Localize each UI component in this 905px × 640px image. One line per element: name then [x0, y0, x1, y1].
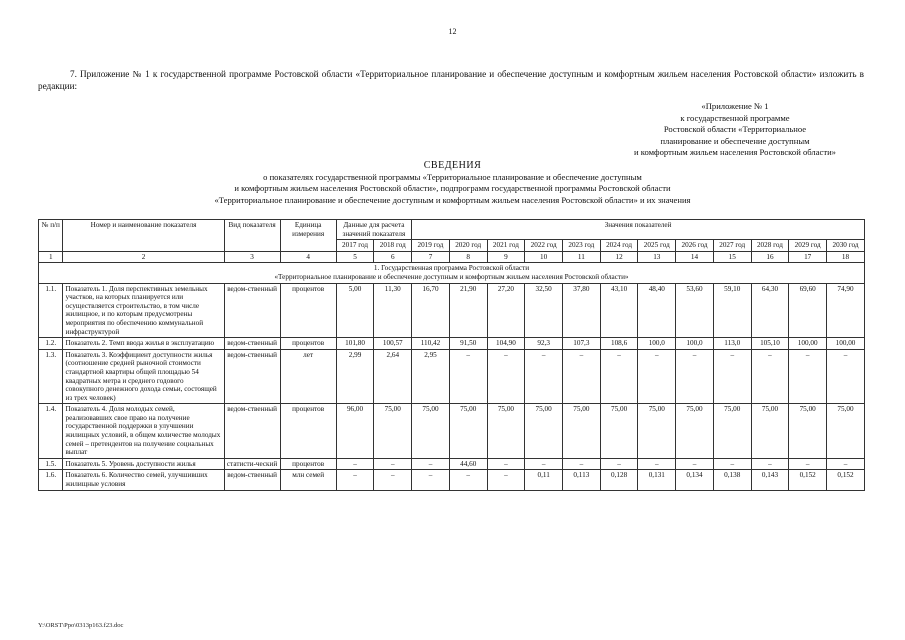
row-value: 0,11 — [525, 470, 563, 490]
row-value: 16,70 — [412, 283, 450, 338]
row-value: 0,134 — [676, 470, 714, 490]
row-unit: лет — [280, 349, 336, 404]
column-number: 12 — [600, 251, 638, 263]
row-value: 69,60 — [789, 283, 827, 338]
section-line: 1. Государственная программа Ростовской области — [373, 264, 530, 273]
table-body — [39, 263, 865, 490]
header-year: 2022 год — [525, 240, 563, 252]
row-value: – — [374, 470, 412, 490]
header-year: 2021 год — [487, 240, 525, 252]
row-value: – — [487, 349, 525, 404]
row-value: 75,00 — [713, 404, 751, 459]
column-number: 1 — [39, 251, 63, 263]
column-number: 8 — [449, 251, 487, 263]
row-value: 101,80 — [336, 338, 374, 350]
document-subtitle — [100, 172, 805, 206]
column-number-row — [39, 251, 865, 263]
row-indicator-type: статисти-ческий — [224, 458, 280, 470]
row-value: 75,00 — [789, 404, 827, 459]
row-value: 37,80 — [563, 283, 601, 338]
appendix-line: Ростовской области «Территориальное — [663, 124, 807, 135]
indicators-table-wrap — [38, 219, 865, 491]
header-values: Значения показателей — [412, 220, 865, 240]
row-unit: млн семей — [280, 470, 336, 490]
row-unit: процентов — [280, 283, 336, 338]
row-value: 21,90 — [449, 283, 487, 338]
column-number: 14 — [676, 251, 714, 263]
row-value: – — [563, 458, 601, 470]
row-value: – — [751, 349, 789, 404]
table-row — [39, 349, 865, 404]
row-value: 0,128 — [600, 470, 638, 490]
row-value: 75,00 — [827, 404, 865, 459]
row-value: 5,00 — [336, 283, 374, 338]
row-value: 105,10 — [751, 338, 789, 350]
row-value: 100,00 — [789, 338, 827, 350]
header-year: 2017 год — [336, 240, 374, 252]
header-year: 2029 год — [789, 240, 827, 252]
section-row — [39, 263, 865, 283]
row-value: – — [789, 349, 827, 404]
table-row — [39, 470, 865, 490]
page-number: 12 — [448, 27, 457, 36]
header-year: 2020 год — [449, 240, 487, 252]
header-year: 2023 год — [563, 240, 601, 252]
section-heading — [39, 263, 865, 283]
row-value: 2,64 — [374, 349, 412, 404]
row-indicator-name: Показатель 2. Темп ввода жилья в эксплуатацию — [63, 338, 224, 350]
table-row — [39, 458, 865, 470]
row-value: 75,00 — [487, 404, 525, 459]
row-value: – — [449, 349, 487, 404]
subtitle-line: и комфортным жильем населения Ростовской области», подпрограмм государственной программы Ростовской области — [234, 183, 671, 194]
row-value: – — [563, 349, 601, 404]
row-indicator-type: ведом-ственный — [224, 404, 280, 459]
row-value: – — [449, 470, 487, 490]
header-year: 2027 год — [713, 240, 751, 252]
row-value: 100,00 — [827, 338, 865, 350]
row-value: 92,3 — [525, 338, 563, 350]
header-year: 2030 год — [827, 240, 865, 252]
table-row — [39, 404, 865, 459]
row-indicator-type: ведом-ственный — [224, 470, 280, 490]
row-value: – — [487, 458, 525, 470]
row-value: – — [600, 458, 638, 470]
row-value: – — [713, 349, 751, 404]
row-value: – — [638, 349, 676, 404]
appendix-line: планирование и обеспечение доступным — [660, 135, 810, 146]
row-value: 113,0 — [713, 338, 751, 350]
row-value: 100,0 — [676, 338, 714, 350]
header-year: 2028 год — [751, 240, 789, 252]
row-value: 0,152 — [789, 470, 827, 490]
row-value: 100,0 — [638, 338, 676, 350]
row-value: – — [525, 458, 563, 470]
row-value: 59,10 — [713, 283, 751, 338]
appendix-line: «Приложение № 1 — [701, 101, 769, 111]
appendix-line: к государственной программе — [680, 112, 790, 123]
column-number: 9 — [487, 251, 525, 263]
row-value: 53,60 — [676, 283, 714, 338]
header-type: Вид показателя — [224, 220, 280, 252]
row-value: 32,50 — [525, 283, 563, 338]
document-title: СВЕДЕНИЯ — [423, 160, 482, 171]
column-number: 5 — [336, 251, 374, 263]
column-number: 18 — [827, 251, 865, 263]
column-number: 17 — [789, 251, 827, 263]
row-value: – — [676, 349, 714, 404]
row-value: 2,99 — [336, 349, 374, 404]
column-number: 7 — [412, 251, 450, 263]
row-number: 1.5. — [39, 458, 63, 470]
header-year: 2024 год — [600, 240, 638, 252]
row-indicator-type: ведом-ственный — [224, 338, 280, 350]
row-value: – — [600, 349, 638, 404]
row-value: – — [713, 458, 751, 470]
column-number: 2 — [63, 251, 224, 263]
row-value: – — [638, 458, 676, 470]
row-value: – — [789, 458, 827, 470]
row-value: 100,57 — [374, 338, 412, 350]
row-number: 1.4. — [39, 404, 63, 459]
row-value: – — [676, 458, 714, 470]
column-number: 13 — [638, 251, 676, 263]
row-value: 0,131 — [638, 470, 676, 490]
row-value: 11,30 — [374, 283, 412, 338]
row-indicator-type: ведом-ственный — [224, 349, 280, 404]
row-value: 75,00 — [563, 404, 601, 459]
row-value: – — [336, 470, 374, 490]
header-unit: Единица измерения — [280, 220, 336, 252]
appendix-reference — [605, 101, 865, 159]
section-line: «Территориальное планирование и обеспечение доступным и комфортным жильем населения Ростовской области» — [274, 272, 629, 281]
row-value: 0,138 — [713, 470, 751, 490]
subtitle-line: «Территориальное планирование и обеспечение доступным и комфортным жильем населения Ростовской области» и их значения — [214, 194, 691, 205]
row-value: 48,40 — [638, 283, 676, 338]
row-value: 2,95 — [412, 349, 450, 404]
row-indicator-name: Показатель 6. Количество семей, улучшивших жилищные условия — [63, 470, 224, 490]
row-value: – — [412, 458, 450, 470]
table-row — [39, 338, 865, 350]
row-indicator-type: ведом-ственный — [224, 283, 280, 338]
row-unit: процентов — [280, 404, 336, 459]
header-year: 2019 год — [412, 240, 450, 252]
row-value: – — [525, 349, 563, 404]
row-value: 108,6 — [600, 338, 638, 350]
row-value: 75,00 — [449, 404, 487, 459]
file-path-footer: Y:\ORST\Ppo\0313p163.f23.doc — [38, 622, 124, 629]
header-row — [39, 220, 865, 240]
header-year: 2026 год — [676, 240, 714, 252]
row-value: 0,113 — [563, 470, 601, 490]
row-value: 107,3 — [563, 338, 601, 350]
row-indicator-name: Показатель 3. Коэффициент доступности жилья (соотношение средней рыночной стоимости стандартной квартиры общей площадью 54 квадратных метра и среднего годового совокупного денежного дохода семьи, состоящей из трех человек) — [63, 349, 224, 404]
row-value: 27,20 — [487, 283, 525, 338]
row-value: 75,00 — [751, 404, 789, 459]
row-value: 75,00 — [638, 404, 676, 459]
row-value: 75,00 — [525, 404, 563, 459]
column-number: 11 — [563, 251, 601, 263]
row-unit: процентов — [280, 338, 336, 350]
row-value: 43,10 — [600, 283, 638, 338]
row-value: 75,00 — [676, 404, 714, 459]
appendix-line: и комфортным жильем населения Ростовской области» — [634, 147, 836, 158]
row-number: 1.1. — [39, 283, 63, 338]
header-year: 2025 год — [638, 240, 676, 252]
table-row — [39, 283, 865, 338]
column-number: 3 — [224, 251, 280, 263]
column-number: 10 — [525, 251, 563, 263]
row-value: – — [412, 470, 450, 490]
row-value: 75,00 — [374, 404, 412, 459]
row-value: 91,50 — [449, 338, 487, 350]
row-value: 64,30 — [751, 283, 789, 338]
row-value: 96,00 — [336, 404, 374, 459]
header-base-data: Данные для расчета значений показателя — [336, 220, 411, 240]
row-value: – — [827, 349, 865, 404]
row-value: 0,152 — [827, 470, 865, 490]
header-num: № п/п — [39, 220, 63, 252]
row-value: 74,90 — [827, 283, 865, 338]
row-value: – — [827, 458, 865, 470]
row-value: – — [336, 458, 374, 470]
row-number: 1.2. — [39, 338, 63, 350]
row-value: 75,00 — [600, 404, 638, 459]
header-name: Номер и наименование показателя — [63, 220, 224, 252]
row-indicator-name: Показатель 1. Доля перспективных земельных участков, на которых планируется или осуществляется строительство, в том числе жилищное, и по которым предусмотрены мероприятия по обеспечению коммунальной инфраструктурой — [63, 283, 224, 338]
row-value: 44,60 — [449, 458, 487, 470]
row-value: 104,90 — [487, 338, 525, 350]
column-number: 6 — [374, 251, 412, 263]
intro-paragraph: 7. Приложение № 1 к государственной программе Ростовской области «Территориальное планирование и обеспечение доступным и комфортным жильем населения Ростовской области» изложить в редакции: — [38, 69, 864, 91]
subtitle-line: о показателях государственной программы «Территориальное планирование и обеспечение доступным — [263, 172, 642, 182]
row-value: 0,143 — [751, 470, 789, 490]
row-value: 75,00 — [412, 404, 450, 459]
column-number: 4 — [280, 251, 336, 263]
row-number: 1.3. — [39, 349, 63, 404]
column-number: 15 — [713, 251, 751, 263]
row-value: – — [374, 458, 412, 470]
row-value: – — [751, 458, 789, 470]
row-number: 1.6. — [39, 470, 63, 490]
row-value: 110,42 — [412, 338, 450, 350]
row-indicator-name: Показатель 5. Уровень доступности жилья — [63, 458, 224, 470]
column-number: 16 — [751, 251, 789, 263]
row-unit: процентов — [280, 458, 336, 470]
row-indicator-name: Показатель 4. Доля молодых семей, реализовавших свое право на получение государственной поддержки в улучшении жилищных условий, в общем количестве молодых семей – претендентов на получение социальных выплат — [63, 404, 224, 459]
indicators-table — [38, 219, 865, 491]
header-year: 2018 год — [374, 240, 412, 252]
row-value: – — [487, 470, 525, 490]
